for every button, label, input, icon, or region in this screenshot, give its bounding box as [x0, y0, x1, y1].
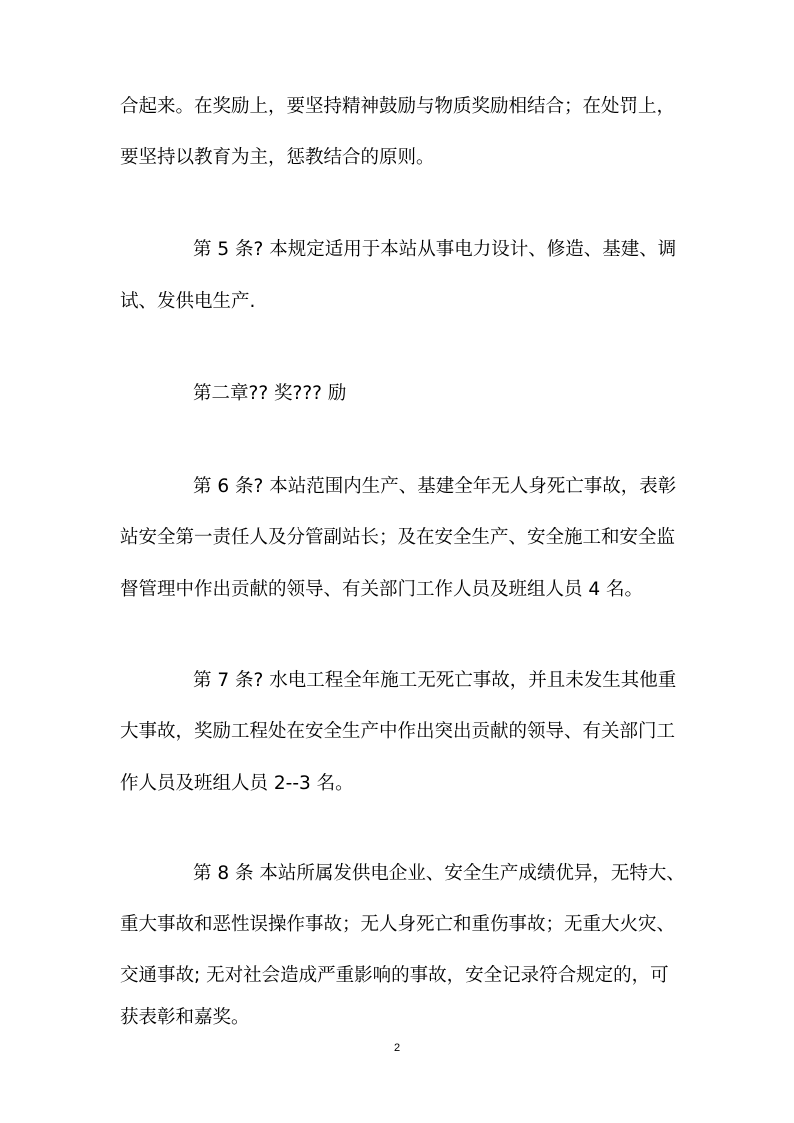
page-number: 2: [393, 1042, 401, 1054]
chapter-2-heading: 第二章?? 奖??? 励: [193, 383, 347, 404]
article-6-line-2: 站安全第一责任人及分管副站长；及在安全生产、安全施工和安全监: [120, 527, 676, 548]
article-5-line-2: 试、发供电生产.: [120, 291, 256, 312]
article-8-line-4: 获表彰和嘉奖。: [120, 1007, 250, 1028]
paragraph-intro-line-2: 要坚持以教育为主，惩教结合的原则。: [120, 147, 435, 168]
article-6-line-3: 督管理中作出贡献的领导、有关部门工作人员及班组人员 4 名。: [120, 579, 644, 600]
article-8-line-3: 交通事故; 无对社会造成严重影响的事故，安全记录符合规定的，可: [120, 965, 669, 986]
article-7-line-2: 大事故，奖励工程处在安全生产中作出突出贡献的领导、有关部门工: [120, 721, 676, 742]
article-5-line-1: 第 5 条? 本规定适用于本站从事电力设计、修造、基建、调: [193, 239, 677, 260]
article-8-line-1: 第 8 条 本站所属发供电企业、安全生产成绩优异，无特大、: [193, 863, 685, 884]
article-7-line-3: 作人员及班组人员 2--3 名。: [120, 773, 354, 794]
article-6-line-1: 第 6 条? 本站范围内生产、基建全年无人身死亡事故，表彰: [193, 476, 677, 497]
article-8-line-2: 重大事故和恶性误操作事故；无人身死亡和重伤事故；无重大火灾、: [120, 914, 676, 935]
article-7-line-1: 第 7 条? 水电工程全年施工无死亡事故，并且未发生其他重: [193, 670, 677, 691]
paragraph-intro-line-1: 合起来。在奖励上，要坚持精神鼓励与物质奖励相结合；在处罚上，: [120, 96, 676, 117]
